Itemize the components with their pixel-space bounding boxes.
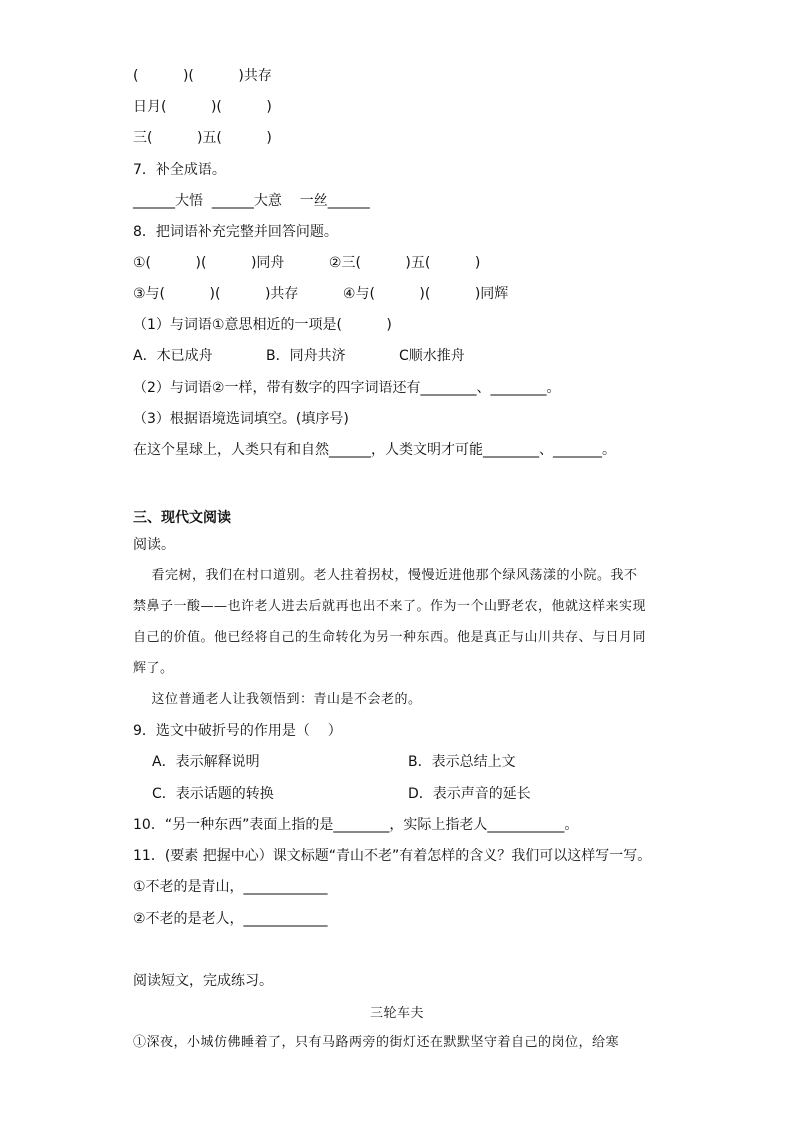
question-9-option-d: D．表示声音的延长 [408,786,531,802]
passage-line-4: 辉了。 [133,661,174,676]
question-11-line-2: ②不老的是老人，____________ [133,911,328,927]
question-8-sub-3: （3）根据语境选词填空。(填序号) [133,411,349,427]
fill-blank-line-coexist: ( )( )共存 [133,68,272,84]
fill-blank-line-three-five: 三( )五( ) [133,130,272,146]
question-10: 10．“另一种东西”表面上指的是________，实际上指老人___________。 [133,817,579,833]
article-title: 三轮车夫 [369,1006,424,1021]
question-8-sub-3-sentence: 在这个星球上，人类只有和自然______，人类文明才可能________、_______。 [133,442,616,458]
question-8: 8．把词语补充完整并回答问题。 [133,224,338,240]
passage-line-1: 看完树，我们在村口道别。老人拄着拐杖，慢慢近进他那个绿风荡漾的小院。我不 [133,568,638,583]
section-heading-reading: 三、现代文阅读 [133,510,231,526]
question-8-words-1-2: ①( )( )同舟 ②三( )五( ) [133,255,481,271]
short-reading-instruction: 阅读短文，完成练习。 [133,973,273,989]
reading-instruction: 阅读。 [133,537,175,553]
question-8-sub-2: （2）与词语②一样，带有数字的四字词语还有________、________。 [133,380,561,396]
question-7-blanks: ______大悟 ______大意 一丝______ [133,193,370,209]
question-9-option-b: B．表示总结上文 [408,754,516,770]
passage-line-3: 自己的价值。他已经将自己的生命转化为另一种东西。他是真正与山川共存、与日月同 [133,630,647,645]
article-line-1: ①深夜，小城仿佛睡着了，只有马路两旁的街灯还在默默坚守着自己的岗位，给寒 [133,1035,620,1050]
question-9-option-a: A．表示解释说明 [152,754,260,770]
question-8-words-3-4: ③与( )( )共存 ④与( )( )同辉 [133,286,509,302]
question-9-option-c: C．表示话题的转换 [152,786,274,802]
passage-line-5: 这位普通老人让我领悟到：青山是不会老的。 [133,692,422,707]
question-11-line-1: ①不老的是青山，____________ [133,879,328,895]
question-8-sub-1: （1）与词语①意思相近的一项是( ) [133,317,392,333]
question-11: 11．(要素 把握中心）课文标题“青山不老”有着怎样的含义？我们可以这样写一写。 [133,848,652,864]
question-9: 9．选文中破折号的作用是（ ） [133,723,342,739]
question-8-sub-1-options: A．木已成舟 B．同舟共济 C顺水推舟 [133,348,465,364]
passage-line-2: 禁鼻子一酸——也许老人进去后就再也出不来了。作为一个山野老农，他就这样来实现 [133,599,647,614]
fill-blank-line-sun-moon: 日月( )( ) [133,99,272,115]
question-7: 7．补全成语。 [133,162,226,178]
